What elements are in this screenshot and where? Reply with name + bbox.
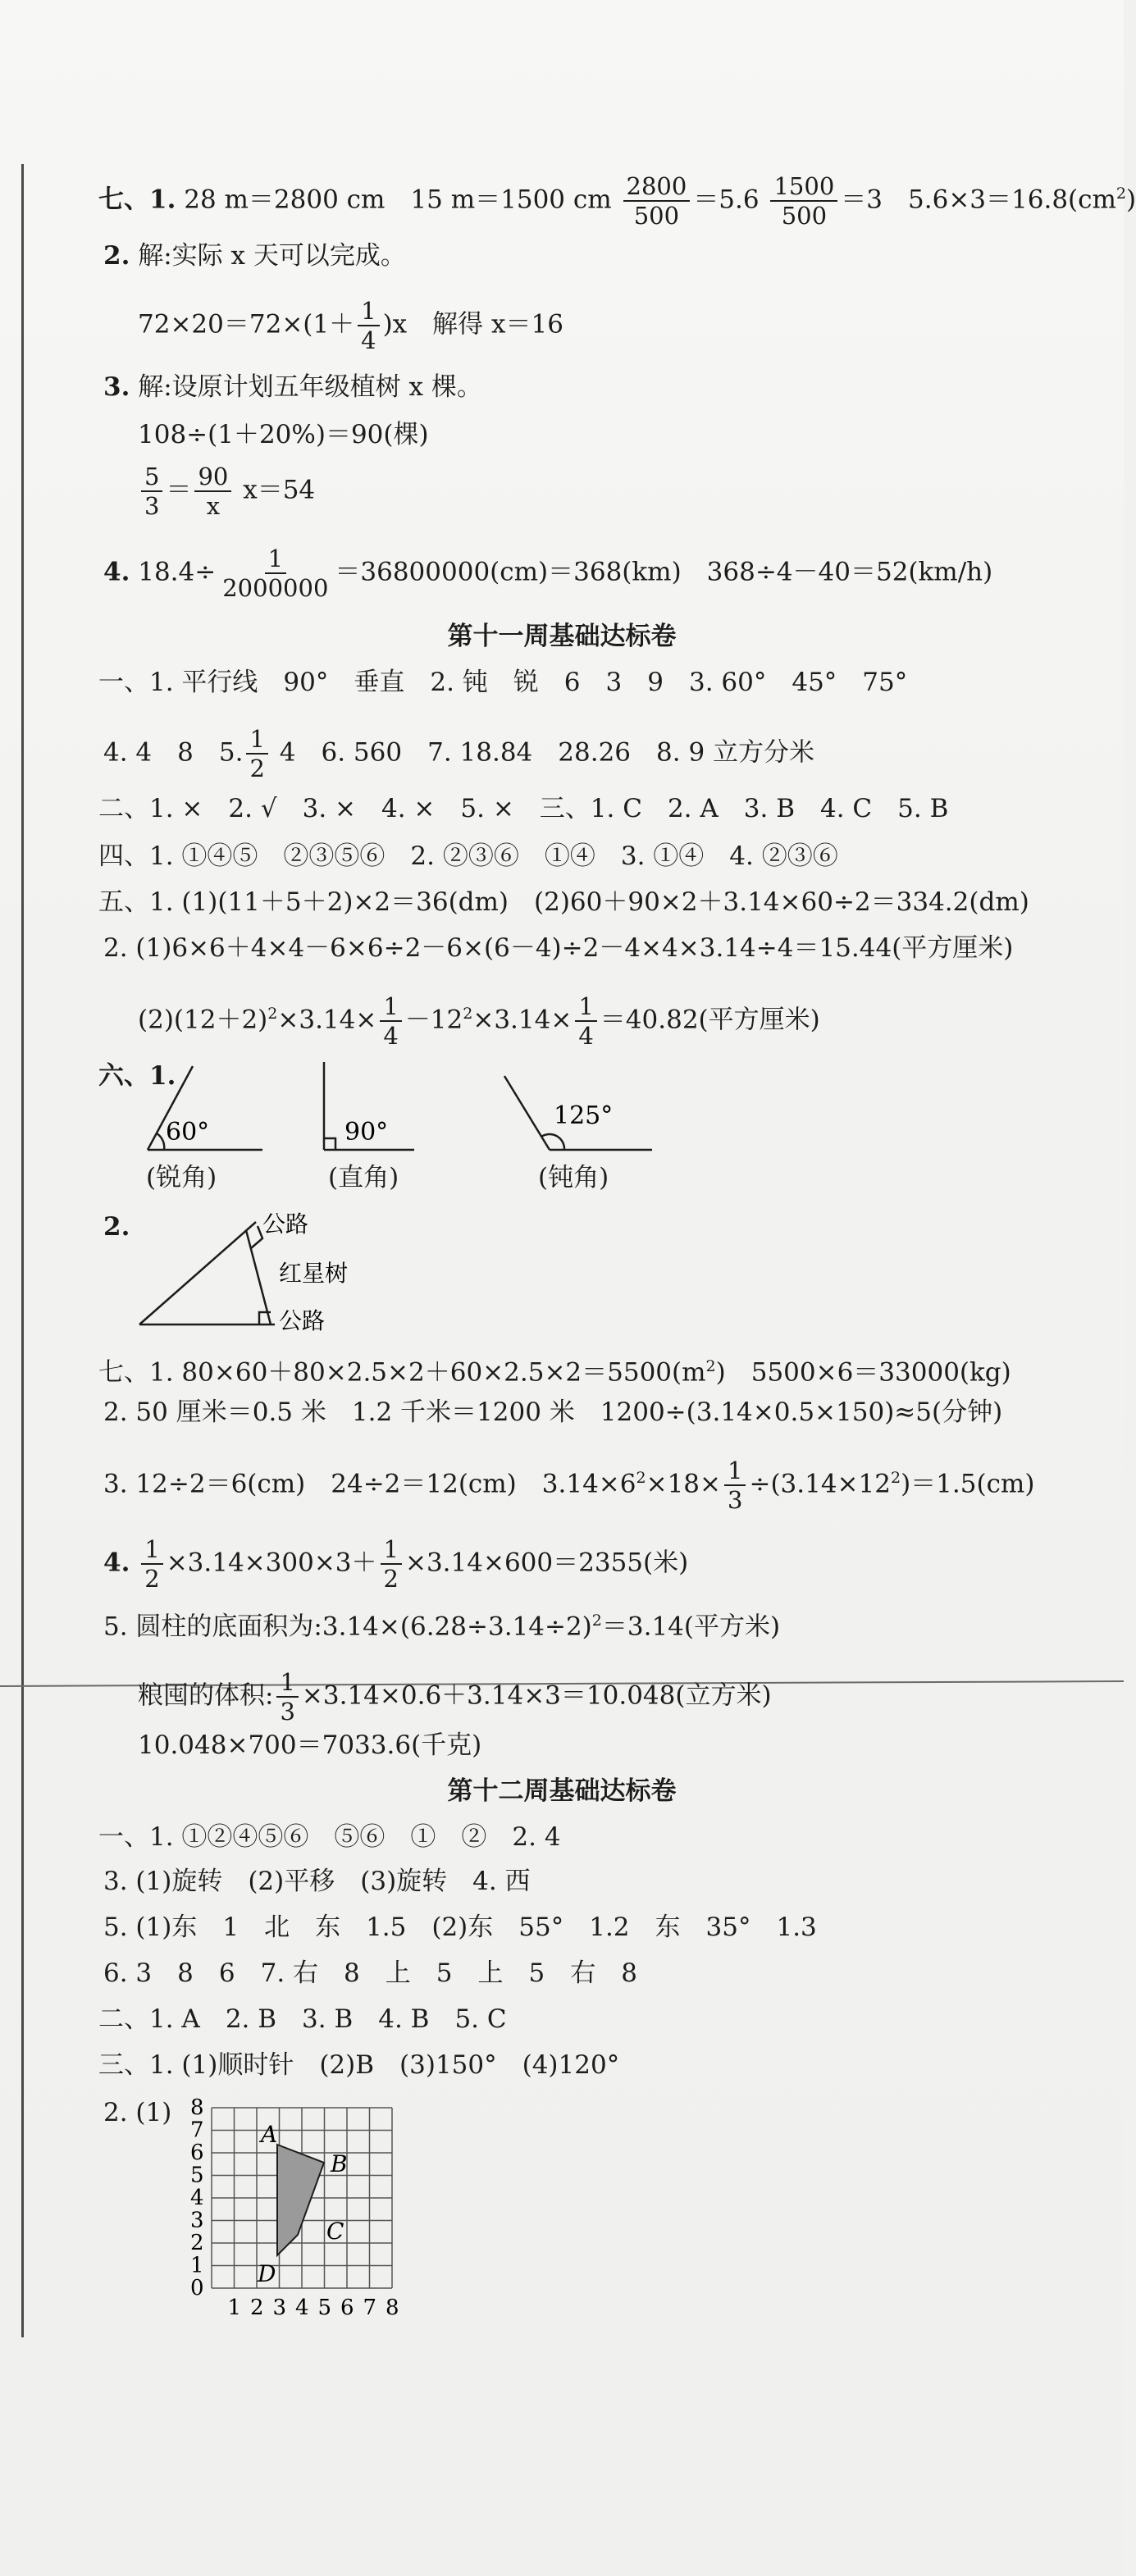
text: ×3.14×: [277, 1005, 377, 1035]
x-tick-label: 4: [295, 2296, 309, 2320]
denominator: 3: [280, 1698, 295, 1726]
road-triangle-figure: [131, 1206, 410, 1337]
s7-line-4: [103, 545, 992, 602]
right-angle-mark: [251, 1226, 262, 1248]
numerator: 1: [141, 1535, 162, 1565]
x-tick-label: 5: [317, 2296, 332, 2320]
denominator: 3: [728, 1486, 743, 1514]
y-tick-label: 6: [190, 2141, 204, 2165]
y-tick-label: 1: [190, 2253, 204, 2278]
y-axis-labels: [190, 2095, 204, 2300]
s6-2-label: 2.: [103, 1212, 130, 1242]
text: 5. 圆柱的底面积为:3.14×(6.28÷3.14÷2): [103, 1612, 592, 1642]
s7-line-3c: [138, 463, 315, 520]
point-b-label: B: [331, 2150, 348, 2177]
shape-abcd: [277, 2145, 324, 2255]
acute-angle-value: 60°: [166, 1118, 210, 1147]
x-tick-label: 6: [340, 2296, 354, 2320]
fraction: [141, 463, 162, 520]
obtuse-caption: (钝角): [538, 1163, 609, 1192]
denominator: 4: [383, 1022, 399, 1050]
obtuse-angle-value: 125°: [554, 1101, 614, 1130]
week12-title: 第十二周基础达标卷: [447, 1776, 677, 1806]
item-number: 2.: [103, 241, 130, 271]
road-bottom-label: 公路: [279, 1307, 326, 1334]
superscript: 2: [591, 1612, 602, 1630]
s7-line-3: [103, 371, 482, 403]
text: 18.4÷: [138, 557, 217, 587]
y-tick-label: 2: [190, 2231, 204, 2255]
text: 28 m＝2800 cm 15 m＝1500 cm: [184, 185, 612, 215]
denominator: 2: [383, 1565, 399, 1593]
text: 4 6. 560 7. 18.84 28.26 8. 9 立方分米: [279, 737, 815, 768]
denominator: 4: [578, 1022, 594, 1050]
denominator: x: [206, 492, 221, 520]
text: ＝3.14(平方米): [601, 1612, 781, 1642]
s7-line-3b: 108÷(1＋20%)＝90(棵): [138, 420, 429, 449]
text: ) 5500×6＝33000(kg): [715, 1357, 1011, 1388]
numerator: 1: [380, 992, 401, 1022]
numerator: 2800: [623, 172, 691, 202]
fraction: [623, 172, 691, 230]
s7-line-1: [98, 172, 1136, 230]
section-label: 七、1.: [98, 185, 176, 215]
w11-row-6: 2. (1)6×6＋4×4－6×6÷2－6×(6－4)÷2－4×4×3.14÷4＝15.44(平方厘米): [103, 933, 1014, 963]
denominator: 2000000: [222, 574, 329, 602]
text: ): [1126, 185, 1136, 215]
fraction: [724, 1457, 746, 1514]
text: ×3.14×: [472, 1005, 573, 1035]
superscript: 2: [890, 1469, 901, 1488]
x-tick-label: 1: [227, 2296, 242, 2320]
margin-rule: [21, 164, 24, 2337]
superscript: 2: [463, 1005, 473, 1024]
text: 粮囤的体积:: [138, 1680, 274, 1711]
fraction: [770, 172, 837, 230]
numerator: 5: [141, 463, 162, 492]
w12-row-5: 二、1. A 2. B 3. B 4. B 5. C: [98, 2004, 507, 2034]
text: ＝40.82(平方厘米): [600, 1005, 820, 1035]
point-c-label: C: [326, 2218, 344, 2245]
text: 3. 12÷2＝6(cm) 24÷2＝12(cm) 3.14×6: [103, 1469, 636, 1499]
denominator: 2: [249, 755, 265, 782]
y-tick-label: 3: [190, 2208, 204, 2233]
item-number: 4.: [103, 1548, 130, 1578]
text: (2)(12＋2): [138, 1005, 268, 1035]
w11-s7-2: 2. 50 厘米＝0.5 米 1.2 千米＝1200 米 1200÷(3.14×0.5×150)≈5(分钟): [103, 1397, 1003, 1427]
x-tick-label: 8: [386, 2296, 399, 2320]
point-a-label: A: [261, 2121, 278, 2148]
fraction: [194, 463, 231, 520]
x-axis-labels: [228, 2296, 399, 2320]
x-tick-label: 7: [363, 2296, 377, 2320]
y-tick-label: 0: [190, 2276, 204, 2300]
fraction: [219, 545, 331, 602]
w11-row-3: 二、1. × 2. √ 3. × 4. × 5. × 三、1. C 2. A 3. B 4. C 5. B: [98, 794, 949, 823]
text: 4. 4 8 5.: [103, 737, 244, 768]
week11-title: 第十一周基础达标卷: [447, 622, 677, 651]
text: 七、1. 80×60＋80×2.5×2＋60×2.5×2＝5500(m: [98, 1357, 706, 1388]
fraction: [381, 1535, 402, 1593]
road-top-label: 公路: [262, 1210, 309, 1238]
text: )x 解得 x＝16: [382, 309, 563, 340]
text: ＝36800000(cm)＝368(km) 368÷4－40＝52(km/h): [335, 557, 993, 587]
w11-s7-5: [103, 1604, 780, 1643]
fraction: [358, 297, 379, 354]
numerator: 1500: [770, 172, 837, 202]
x-tick-label: 2: [250, 2296, 264, 2320]
w11-row-4: 四、1. ①④⑤ ②③⑤⑥ 2. ②③⑥ ①④ 3. ①④ 4. ②③⑥: [98, 841, 838, 871]
fraction: [246, 725, 267, 782]
numerator: 1: [246, 725, 267, 755]
text: ÷(3.14×12: [749, 1469, 891, 1499]
text: )＝1.5(cm): [901, 1469, 1035, 1499]
w12-row-6: 三、1. (1)顺时针 (2)B (3)150° (4)120°: [98, 2050, 620, 2080]
item-number: 3.: [103, 372, 130, 402]
right-angle-value: 90°: [344, 1118, 389, 1147]
text: ×18×: [646, 1469, 722, 1499]
y-tick-label: 7: [190, 2118, 204, 2143]
right-caption: (直角): [328, 1163, 399, 1192]
text: 解:设原计划五年级植树 x 棵。: [138, 372, 482, 402]
acute-caption: (锐角): [146, 1163, 217, 1192]
text: ＝5.6: [693, 185, 760, 215]
denominator: 500: [633, 202, 680, 230]
w11-row-2: [103, 725, 814, 782]
text: ×3.14×600＝2355(米): [404, 1548, 689, 1578]
w11-s7-1: [98, 1350, 1011, 1388]
item-number: 4.: [103, 557, 130, 587]
w11-s7-4: [103, 1535, 688, 1593]
s7-line-2: [103, 239, 406, 272]
text: ＝3 5.6×3＝16.8(cm: [841, 185, 1116, 215]
numerator: 1: [381, 1535, 402, 1565]
text: x＝54: [243, 475, 316, 505]
perpendicular-path: [246, 1230, 271, 1324]
s7-line-2b: [138, 297, 563, 354]
w12-row-3: 5. (1)东 1 北 东 1.5 (2)东 55° 1.2 东 35° 1.3: [103, 1913, 817, 1942]
w12-row-7-label: 2. (1): [103, 2098, 172, 2127]
w12-row-4: 6. 3 8 6 7. 右 8 上 5 上 5 右 8: [103, 1958, 637, 1988]
numerator: 1: [358, 297, 379, 326]
denominator: 500: [781, 202, 828, 230]
w11-row-7: [138, 992, 820, 1050]
point-d-label: D: [258, 2260, 276, 2287]
grid-figure: [179, 2095, 417, 2329]
w12-row-1: 一、1. ①②④⑤⑥ ⑤⑥ ① ② 2. 4: [98, 1822, 561, 1852]
text: 72×20＝72×(1＋: [138, 309, 355, 340]
w11-s7-5c: 10.048×700＝7033.6(千克): [138, 1730, 482, 1760]
numerator: 1: [276, 1668, 298, 1698]
y-tick-label: 8: [190, 2095, 204, 2120]
w11-s7-3: [103, 1457, 1034, 1514]
superscript: 2: [1115, 185, 1126, 203]
text: ＝: [166, 475, 192, 505]
fraction: [380, 992, 401, 1050]
y-tick-label: 4: [190, 2186, 204, 2210]
angle-figures: [139, 1058, 673, 1165]
fraction: [575, 992, 596, 1050]
numerator: 1: [724, 1457, 746, 1486]
w12-row-2: 3. (1)旋转 (2)平移 (3)旋转 4. 西: [103, 1867, 531, 1896]
fraction: [141, 1535, 162, 1593]
x-tick-label: 3: [272, 2296, 287, 2320]
superscript: 2: [267, 1005, 278, 1024]
slanted-road: [139, 1222, 256, 1324]
text: 解:实际 x 天可以完成。: [138, 241, 406, 271]
text: ×3.14×300×3＋: [166, 1548, 377, 1578]
y-tick-label: 5: [190, 2163, 204, 2188]
superscript: 2: [636, 1469, 646, 1488]
denominator: 2: [144, 1565, 160, 1593]
denominator: 4: [361, 326, 376, 354]
numerator: 90: [194, 463, 231, 492]
tree-label: 红星树: [279, 1260, 349, 1287]
text: －12: [404, 1005, 463, 1035]
numerator: 1: [575, 992, 596, 1022]
w11-row-5: 五、1. (1)(11＋5＋2)×2＝36(dm) (2)60＋90×2＋3.14×60÷2＝334.2(dm): [98, 887, 1029, 917]
denominator: 3: [144, 492, 160, 520]
fraction: [276, 1668, 298, 1726]
text: ×3.14×0.6＋3.14×3＝10.048(立方米): [301, 1680, 772, 1711]
superscript: 2: [705, 1357, 716, 1375]
numerator: 1: [265, 545, 286, 574]
w11-row-1: 一、1. 平行线 90° 垂直 2. 钝 锐 6 3 9 3. 60° 45° 75°: [98, 668, 908, 697]
s6-label: 六、1.: [98, 1061, 176, 1091]
w11-s7-5b: [138, 1668, 772, 1726]
